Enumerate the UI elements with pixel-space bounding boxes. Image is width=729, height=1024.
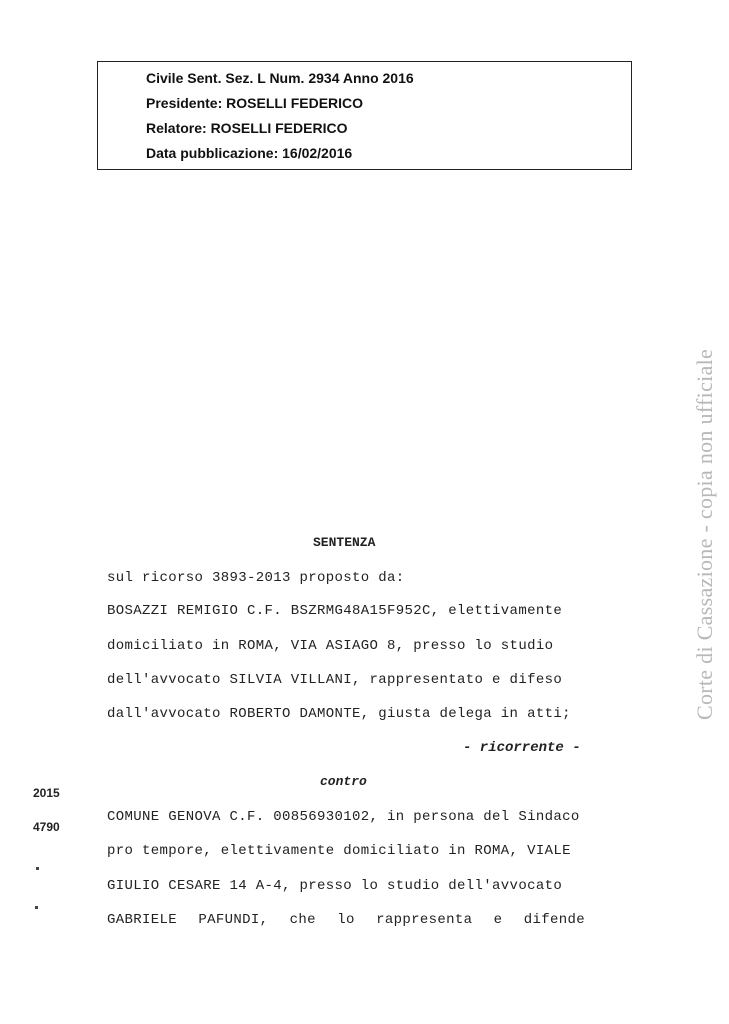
header-box: [97, 61, 632, 170]
text-line: dell'avvocato SILVIA VILLANI, rappresentato e difeso: [107, 672, 563, 688]
text-line-justified: [107, 912, 585, 928]
text-line: GIULIO CESARE 14 A-4, presso lo studio dell'avvocato: [107, 878, 563, 894]
word: difende: [523, 912, 585, 928]
document-title: SENTENZA: [313, 535, 376, 550]
watermark: Corte di Cassazione - copia non ufficiale: [692, 348, 717, 720]
text-line: dall'avvocato ROBERTO DAMONTE, giusta delega in atti;: [107, 706, 571, 722]
text-line: COMUNE GENOVA C.F. 00856930102, in persona del Sindaco: [107, 809, 580, 825]
header-president: Presidente: ROSELLI FEDERICO: [146, 95, 364, 111]
role-ricorrente: - ricorrente -: [463, 740, 581, 756]
word: e: [493, 912, 503, 928]
word: PAFUNDI,: [198, 912, 269, 928]
word: GABRIELE: [107, 912, 178, 928]
word: rappresenta: [376, 912, 473, 928]
text-line: domiciliato in ROMA, VIA ASIAGO 8, presso lo studio: [107, 638, 554, 654]
margin-year: 2015: [33, 786, 60, 800]
word: che: [289, 912, 316, 928]
text-line: pro tempore, elettivamente domiciliato in ROMA, VIALE: [107, 843, 571, 859]
text-line: sul ricorso 3893-2013 proposto da:: [107, 570, 405, 586]
contro-heading: contro: [320, 774, 367, 789]
header-publication-date: Data pubblicazione: 16/02/2016: [146, 145, 353, 161]
scan-speck: [35, 906, 38, 909]
word: lo: [337, 912, 355, 928]
text-line: BOSAZZI REMIGIO C.F. BSZRMG48A15F952C, elettivamente: [107, 603, 563, 619]
header-rapporteur: Relatore: ROSELLI FEDERICO: [146, 120, 348, 136]
margin-number: 4790: [33, 820, 60, 834]
header-sentence-info: Civile Sent. Sez. L Num. 2934 Anno 2016: [146, 70, 414, 86]
scan-speck: [36, 867, 39, 870]
